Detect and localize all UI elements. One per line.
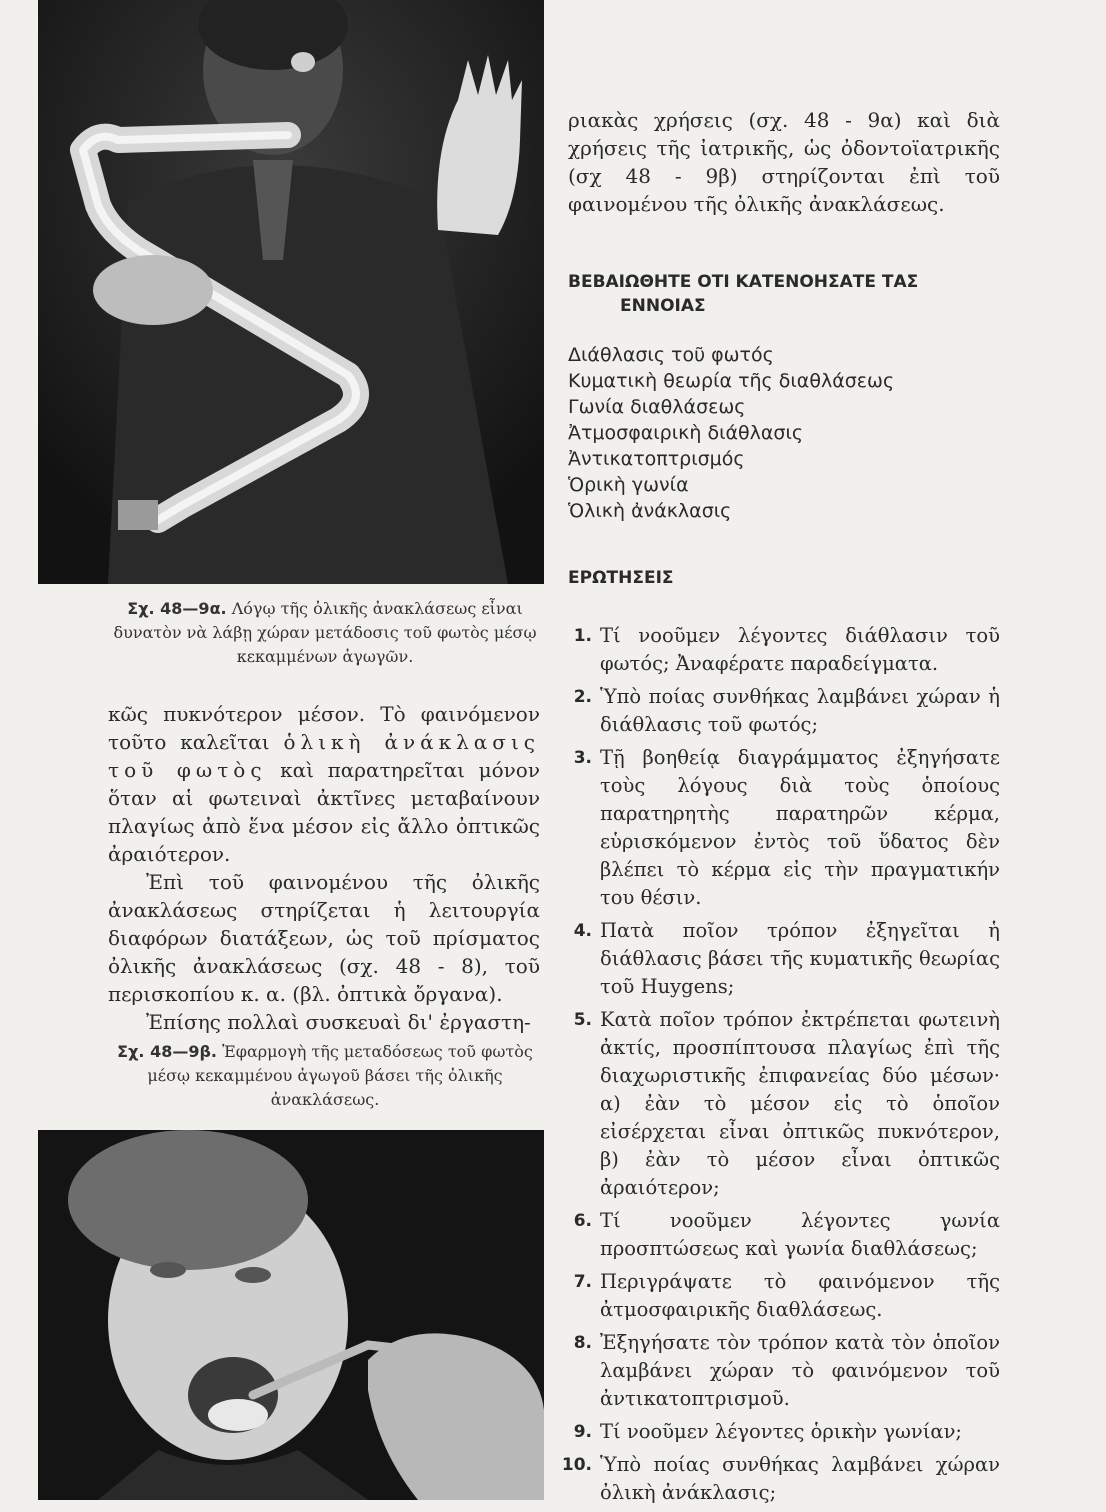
question-text: Κατὰ ποῖον τρόπον ἐκτρέπεται φωτεινὴ ἀκτίς, προσπίπτουσα πλαγίως ἐπὶ τῆς διαχωριστικῆς ἐπιφανείας δύο μέσων· α) ἐὰν τὸ μέσον εἰς τὸ ὁποῖον εἰσέρχεται εἶναι ὀπτικῶς πυκνότερον, β) ἐὰν τὸ μέσον εἶναι ὀπτικῶς ἀραιότερον;	[600, 1008, 1000, 1199]
emphasized-term: ὁλικὴ ἀνάκλασις τοῦ φωτὸς	[108, 730, 540, 782]
questions-heading: ΕΡΩΤΗΣΕΙΣ	[568, 568, 674, 588]
question-number: 2.	[573, 687, 592, 707]
figure-48-9b-caption	[110, 1040, 540, 1112]
question-item	[560, 1329, 1000, 1413]
figure-label: Σχ. 48—9β.	[117, 1042, 217, 1061]
figure-label: Σχ. 48—9α.	[127, 599, 227, 618]
concept-item: Κυματικὴ θεωρία τῆς διαθλάσεως	[568, 370, 895, 392]
question-number: 1.	[573, 626, 592, 646]
question-item	[560, 1006, 1000, 1202]
question-text: Τί νοοῦμεν λέγοντες γωνία προσπτώσεως καὶ γωνία διαθλάσεως;	[600, 1209, 1000, 1260]
question-item	[560, 1451, 1000, 1507]
question-item	[560, 917, 1000, 1001]
heading-line: ΒΕΒΑΙΩΘΗΤΕ ΟΤΙ ΚΑΤΕΝΟΗΣΑΤΕ ΤΑΣ	[568, 272, 919, 292]
concept-item: Ἀντικατοπτρισμός	[568, 448, 745, 470]
question-text: Ὑπὸ ποίας συνθήκας λαμβάνει χώραν ὀλικὴ ἀνάκλασις;	[600, 1453, 1000, 1504]
figure-48-9b-photo	[38, 1130, 544, 1500]
concept-item: Διάθλασις τοῦ φωτός	[568, 344, 774, 366]
question-item	[560, 1268, 1000, 1324]
question-number: 9.	[573, 1422, 592, 1442]
question-number: 8.	[573, 1333, 592, 1353]
question-number: 7.	[573, 1272, 592, 1292]
figure-caption-text: Ἐφαρμογὴ τῆς μεταδόσεως τοῦ φωτὸς μέσῳ κεκαμμένου ἀγωγοῦ βάσει τῆς ὀλικῆς ἀνακλάσεως.	[147, 1042, 533, 1109]
figure-48-9a-caption	[110, 597, 540, 669]
question-text: Περιγράψατε τὸ φαινόμενον τῆς ἀτμοσφαιρικῆς διαθλάσεως.	[600, 1270, 1000, 1321]
paragraph-applications: Ἐπὶ τοῦ φαινομένου τῆς ὀλικῆς ἀνακλάσεως στηρίζεται ἡ λειτουργία διαφόρων διατάξεων, ὡς τοῦ πρίσματος ὀλικῆς ἀνακλάσεως (σχ. 48 - 8), τοῦ περισκοπίου κ. α. (βλ. ὀπτικὰ ὄργανα).	[108, 870, 540, 1006]
question-item	[560, 1418, 1000, 1446]
concepts-heading	[568, 270, 1000, 318]
text-run: καὶ παρατηρεῖται μόνον ὅταν αἱ φωτειναὶ ἀκτῖνες μεταβαίνουν πλαγίως ἀπὸ ἕνα μέσον εἰς ἄλλο ὀπτικῶς ἀραιότερον.	[108, 758, 540, 866]
question-number: 10.	[561, 1455, 592, 1475]
question-number: 4.	[573, 921, 592, 941]
question-item	[560, 683, 1000, 739]
question-number: 6.	[573, 1211, 592, 1231]
question-text: Πατὰ ποῖον τρόπον ἐξηγεῖται ἡ διάθλασις βάσει τῆς κυματικῆς θεωρίας τοῦ Huygens;	[600, 919, 1000, 998]
right-top-paragraph	[568, 106, 1000, 218]
question-text: Ἐξηγήσατε τὸν τρόπον κατὰ τὸν ὁποῖον λαμβάνει χώραν τὸ φαινόμενον τοῦ ἀντικατοπτρισμοῦ.	[600, 1331, 1000, 1410]
question-item	[560, 1207, 1000, 1263]
figure-48-9a-photo	[38, 0, 544, 584]
question-item	[560, 622, 1000, 678]
question-number: 3.	[573, 748, 592, 768]
question-item	[560, 744, 1000, 912]
questions-list	[560, 622, 1000, 1512]
text-run: κῶς πυκνότερον μέσον. Τὸ φαινόμενον τοῦτο καλεῖται	[108, 702, 540, 754]
question-number: 5.	[573, 1010, 592, 1030]
paragraph-continued: ριακὰς χρήσεις (σχ. 48 - 9α) καὶ διὰ χρήσεις τῆς ἰατρικῆς, ὡς ὀδοντοϊατρικῆς (σχ 48 - 9β) στηρίζονται ἐπὶ τοῦ φαινομένου τῆς ὀλικῆς ἀνακλάσεως.	[568, 108, 1000, 216]
concepts-list	[568, 342, 1000, 524]
left-body-text	[108, 700, 540, 1036]
concept-item: Ὁρικὴ γωνία	[568, 474, 689, 496]
concept-item: Ἀτμοσφαιρικὴ διάθλασις	[568, 422, 804, 444]
question-text: Τῇ βοηθείᾳ διαγράμματος ἐξηγήσατε τοὺς λόγους διὰ τοὺς ὁποίους παρατηρητὴς παρατηρῶν κέρμα, εὑρισκόμενον ἐντὸς τοῦ ὕδατος δὲν βλέπει τὸ κέρμα εἰς τὴν πραγματικήν του θέσιν.	[600, 746, 1000, 909]
figure-caption-text: Λόγῳ τῆς ὀλικῆς ἀνακλάσεως εἶναι δυνατὸν νὰ λάβῃ χώραν μετάδοσις τοῦ φωτὸς μέσῳ κεκαμμένων ἀγωγῶν.	[113, 599, 537, 666]
question-text: Τί νοοῦμεν λέγοντες διάθλασιν τοῦ φωτός; Ἀναφέρατε παραδείγματα.	[600, 624, 1000, 675]
concept-item: Γωνία διαθλάσεως	[568, 396, 746, 418]
paragraph-total-reflection	[108, 700, 540, 868]
question-text: Τί νοοῦμεν λέγοντες ὁρικὴν γωνίαν;	[600, 1420, 963, 1443]
question-text: Ὑπὸ ποίας συνθήκας λαμβάνει χώραν ἡ διάθλασις τοῦ φωτός;	[600, 685, 1000, 736]
concept-item: Ὁλικὴ ἀνάκλασις	[568, 500, 732, 522]
paragraph-devices: Ἐπίσης πολλαὶ συσκευαὶ δι' ἐργαστη-	[146, 1010, 531, 1034]
heading-line: ΕΝΝΟΙΑΣ	[620, 296, 706, 316]
